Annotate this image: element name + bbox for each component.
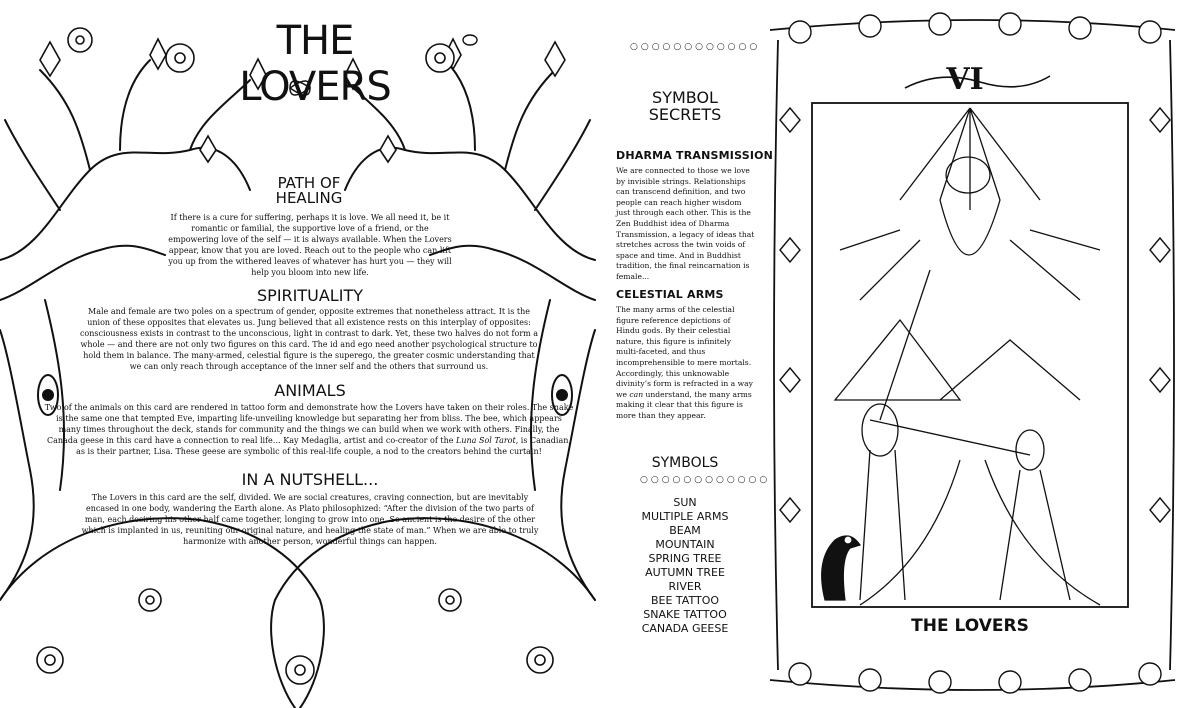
animals-text-italic: Luna Sol Tarot	[456, 436, 516, 445]
path-of-healing-text: If there is a cure for suffering, perhaps it is love. We all need it, be it romantic or familial, the supportive love of a friend, or the empowering love of the self — it is always available. When the Lovers appear, know that you are loved. Reach out to the people who can lift you up from the withered leaves of whatever has hurt you — they will help you bloom into new life.	[168, 213, 452, 277]
sun-rays	[900, 108, 1040, 210]
path-of-healing-heading: PATH OF HEALING	[275, 174, 343, 207]
dharma-transmission-heading: DHARMA TRANSMISSION	[616, 149, 774, 162]
dharma-transmission-text: We are connected to those we love by invisible strings. Relationships can transcend definition, and two people can reach higher wisdom just through each other. This is the Zen Buddhist idea of Dharma Transmission, a legacy of ideas that stretches across the twin voids of space and time. And in Buddhist tradition, the final reincarnation is female...	[616, 166, 755, 281]
symbols-list	[630, 496, 740, 636]
river	[860, 460, 1100, 605]
mountain	[835, 320, 1080, 400]
symbol-item: MULTIPLE ARMS	[641, 510, 729, 523]
animals-text-after: , is Canadian, as is their partner, Lisa. These geese are symbolic of this real-life couple, a nod to the creators behind the curtain!	[76, 436, 571, 456]
card-title: THE LOVERS	[911, 616, 1029, 636]
celestial-arms-text	[616, 305, 756, 422]
symbol-item: BEE TATTOO	[650, 594, 720, 607]
symbol-item: BEAM	[669, 524, 701, 537]
symbol-item: MOUNTAIN	[655, 538, 715, 551]
animals-text	[44, 402, 574, 457]
animals-heading: ANIMALS	[274, 381, 346, 400]
card-number: VI	[946, 62, 984, 97]
in-a-nutshell-heading: IN A NUTSHELL...	[241, 470, 379, 489]
symbols-heading: SYMBOLS	[651, 455, 719, 471]
dot-divider-top: ○○○○○○○○○○○○	[630, 42, 761, 52]
symbol-item: SPRING TREE	[648, 552, 722, 565]
spirituality-text: Male and female are two poles on a spectrum of gender, opposite extremes that nonetheless attract. It is the union of these opposites that elevates us. Jung believed that all existence rests on this interplay of opposites: consciousness exists in contrast to the unconscious, light in contrast to dark. Yet, these two halves do not form a whole — and there are not only two figures on this card. The id and ego need another psychological structure to hold them in balance. The many-armed, celestial figure is the superego, the greater cosmic understanding that we can only reach through acceptance of the inner self and the others that surround us.	[79, 307, 539, 371]
symbol-item: RIVER	[668, 580, 702, 593]
symbol-item: SUN	[673, 496, 697, 509]
celestial-text-before: The many arms of the celestial figure reference depictions of Hindu gods. By their celestial nature, this figure is infinitely multi-faceted, and thus incomprehensible to mere mortals. Accordingly, this unknowable divinity’s form is refracted in a way we	[616, 305, 753, 399]
celestial-text-after: understand, the many arms making it clear that this figure is more than they appear.	[616, 389, 752, 420]
celestial-text-italic: can	[629, 389, 644, 399]
in-a-nutshell-text: The Lovers in this card are the self, divided. We are social creatures, craving connection, but are inevitably encased in one body, wandering the Earth alone. As Plato philosophized: “After the division of the two parts of man, each desiring his other half came together, longing to grow into one. So ancient is the desire of the other which is implanted in us, reuniting our original nature, and healing the state of man.” When we are able to truly harmonize with another person, wonderful things can happen.	[81, 493, 539, 546]
symbol-secrets-heading: SYMBOL SECRETS	[648, 88, 722, 124]
dot-divider-symbols: ○○○○○○○○○○○○	[640, 475, 771, 485]
symbol-item: AUTUMN TREE	[645, 566, 725, 579]
spirituality-heading: SPIRITUALITY	[257, 286, 363, 305]
animals-text-before: Two of the animals on this card are rendered in tattoo form and demonstrate how the Lovers have taken on their roles. The snake is the same one that tempted Eve, imparting life-unveiling knowledge but separating her from bliss. The bee, which appears many times throughout the deck, stands for community and the things we can build when we work with others. Finally, the Canada geese in this card have a connection to real life… Kay Medaglia, artist and co-creator of the	[44, 403, 574, 445]
symbol-item: CANADA GEESE	[641, 622, 729, 635]
page-title: THE LOVERS	[239, 18, 391, 110]
celestial-arms-heading: CELESTIAL ARMS	[616, 288, 724, 301]
symbol-item: SNAKE TATTOO	[643, 608, 727, 621]
